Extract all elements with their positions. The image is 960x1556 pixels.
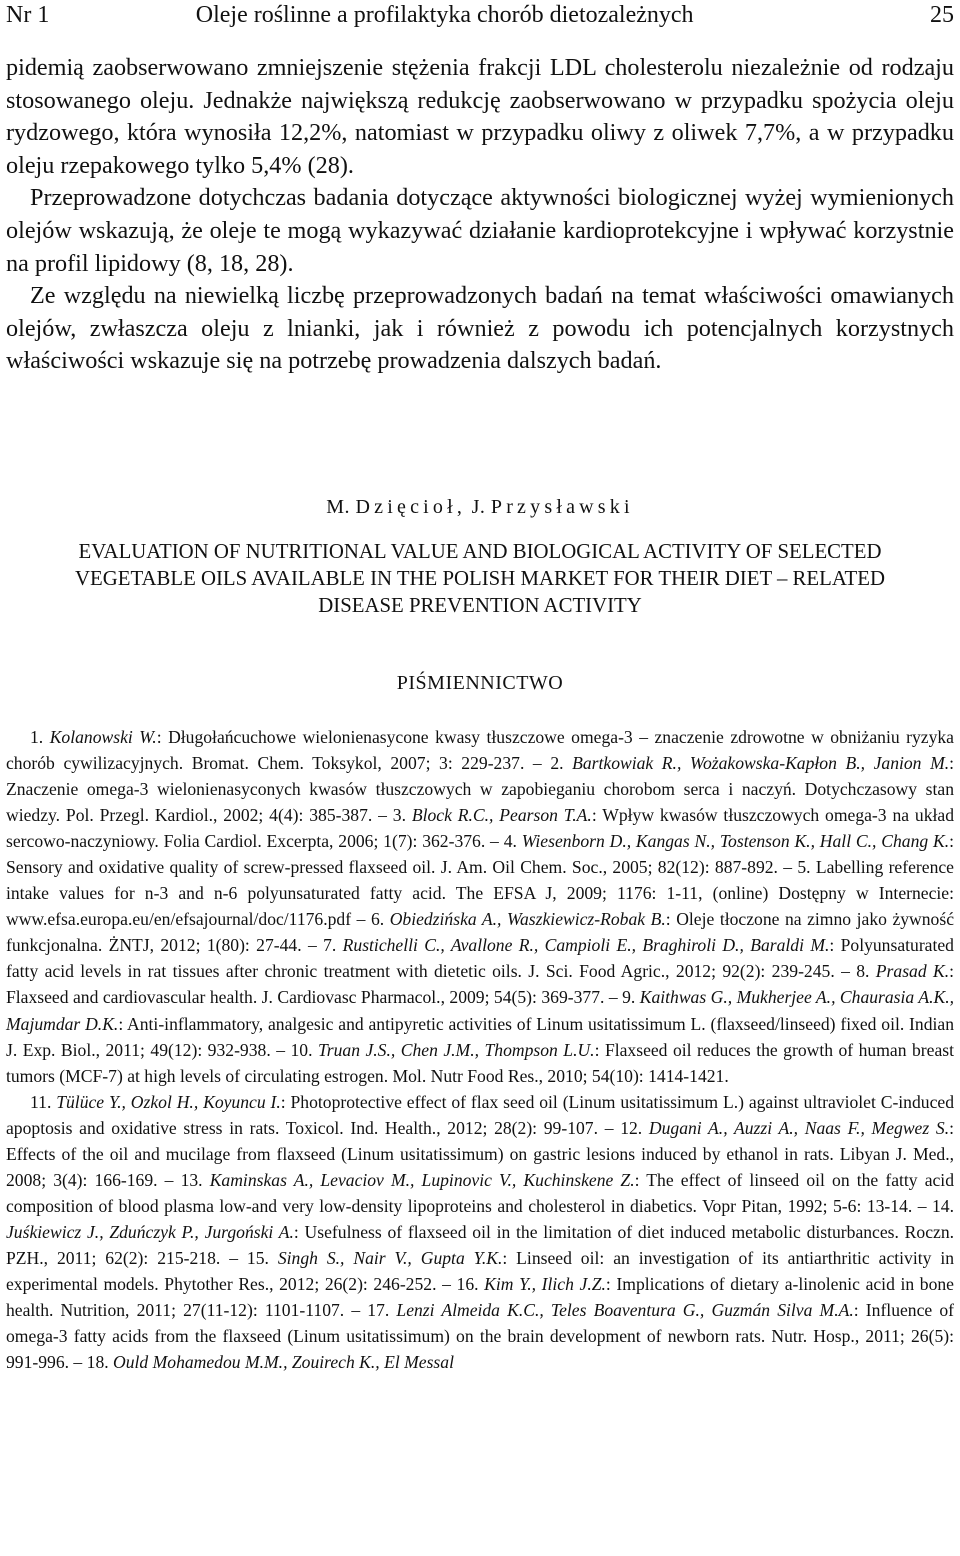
reference-text: : Anti-inflammatory, analgesic and antipyretic activities of Linum usitatissimum L. (flaxseed/linseed) fixed oil. Indian J. Exp. Biol., 2011; 49(12): 932-938. – — [6, 1013, 955, 1060]
english-title: EVALUATION OF NUTRITIONAL VALUE AND BIOLOGICAL ACTIVITY OF SELECTED VEGETABLE OILS AVAILABLE IN THE POLISH MARKET FOR THEIR DIET – RELATED DISEASE PREVENTION ACTIVITY — [75, 540, 885, 617]
reference-number: 11. — [30, 1091, 57, 1112]
reference-text: : Photoprotective effect of flax seed oil (Linum usitatissimum L.) against ultraviolet C-induced apoptosis and oxidative stress in rats. Toxicol. Ind. Health., 2012; 28(2): 99-107. – — [6, 1091, 954, 1138]
reference-number: 14. — [932, 1195, 954, 1216]
running-title: Oleje roślinne a profilaktyka chorób dietozależnych — [195, 2, 694, 28]
reference-number: 2. — [550, 753, 573, 774]
reference-authors: Block R.C., Pearson T.A. — [411, 805, 592, 826]
paragraph: Ze względu na niewielką liczbę przeprowadzonych badań na temat właściwości omawianych olejów, zwłaszcza oleju z lnianki, jak i również z powodu ich potencjalnych korzystnych właściwości wskazuje się na potrzebę prowadzenia dalszych badań. — [6, 282, 954, 375]
reference-authors: Bartkowiak R., Wożakowska-Kapłon B., Janion M. — [572, 753, 950, 774]
reference-authors: Juśkiewicz J., Zduńczyk P., Jurgoński A. — [6, 1221, 294, 1242]
reference-text: : Linseed oil: an investigation of its antiarthritic activity in experimental models. Phytother Res., 2012; 26(2): 246-252. – — [6, 1247, 955, 1294]
reference-number: 4. — [503, 831, 522, 852]
paragraph: Przeprowadzone dotychczas badania dotyczące aktywności biologicznej wyżej wymienionych olejów wskazują, że oleje te mogą wykazywać działanie kardioprotekcyjne i wpływać korzystnie na profil lipidowy (8, 18, 28). — [6, 184, 954, 277]
reference-authors: Prasad K. — [875, 961, 950, 982]
reference-text: : Implications of dietary a-linolenic acid in bone health. Nutrition, 2011; 27(11-12): 1101-1107. – — [6, 1273, 954, 1321]
reference-text: : Usefulness of flaxseed oil in the limitation of diet induced metabolic disturbances. Roczn. PZH., 2011; 62(2): 215-218. – — [6, 1221, 955, 1268]
reference-number: 5. — [797, 857, 816, 878]
reference-authors: Tülüce Y., Ozkol H., Koyuncu I. — [56, 1091, 281, 1112]
reference-text: : Znaczenie omega-3 wielonienasyconych kwasów tłuszczowych w zapobieganiu chorobom serca i naczyń. Dotychczasowy stan wiedzy. Pol. Przegl. Kardiol., 2002; 4(4): 385-387. – — [6, 753, 955, 826]
author-initial: M. — [326, 496, 351, 518]
reference-number: 18. — [86, 1352, 114, 1373]
references-heading: PIŚMIENNICTWO — [396, 672, 564, 694]
reference-text: : Wpływ kwasów tłuszczowych omega-3 na układ sercowo-naczyniowy. Folia Cardiol. Excerpta, 2006; 1(7): 362-376. – — [6, 805, 954, 852]
reference-authors: Ould Mohamedou M.M., Zouirech K., El Messal — [113, 1352, 454, 1373]
reference-number: 7. — [323, 935, 343, 956]
reference-number: 6. — [370, 909, 390, 930]
reference-number: 13. — [180, 1169, 210, 1190]
reference-text: : Effects of the oil and mucilage from flaxseed (Linum usitatissimum) on gastric lesions induced by ethanol in rats. Libyan J. Med., 2008; 3(4): 166-169. – — [6, 1117, 954, 1190]
reference-authors: Kaithwas G., Mukherjee A., Chaurasia A.K., Majumdar D.K. — [6, 987, 955, 1034]
reference-text: : Sensory and oxidative quality of screw-pressed flaxseed oil. J. Am. Oil Chem. Soc., 2005; 82(12): 887-892. – — [6, 831, 955, 878]
reference-number: 12. — [620, 1117, 649, 1138]
page-number: 25 — [930, 2, 954, 28]
paragraph-continued: pidemią zaobserwowano zmniejszenie stężenia frakcji LDL cholesterolu niezależnie od rodzaju stosowanego oleju. Jednakże największą redukcję zaobserwowano w przypadku spożycia oleju rydzowego, która wynosiła 12,2%, natomiast w przypadku oliwy z oliwek 7,7%, a w przypadku oleju rzepakowego tylko 5,4% (28). — [6, 54, 954, 179]
reference-text: : Długołańcuchowe wielonienasycone kwasy tłuszczowe omega-3 – znaczenie zdrowotne w obniżaniu ryzyka chorób cywilizacyjnych. Bromat. Chem. Toksykol, 2007; 3: 229-237. – — [6, 727, 954, 774]
reference-authors: Kaminskas A., Levaciov M., Lupinovic V., Kuchinskene Z. — [209, 1169, 635, 1190]
reference-text: : Oleje tłoczone na zimno jako żywność funkcjonalna. ŻNTJ, 2012; 1(80): 27-44. – — [6, 909, 955, 956]
reference-number: 16. — [456, 1273, 485, 1294]
reference-paragraph — [6, 724, 954, 1089]
reference-authors: Lenzi Almeida K.C., Teles Boaventura G., Guzmán Silva M.A. — [396, 1300, 854, 1321]
author-surname: Przysławski — [490, 496, 634, 518]
running-header — [6, 2, 954, 32]
reference-list — [6, 724, 954, 1375]
reference-text: : Flaxseed oil reduces the growth of human breast tumors (MCF-7) at high levels of circulating estrogen. Mol. Nutr Food Res., 2010; 54(10): 1414-1421. — [6, 1039, 954, 1086]
reference-number: 10. — [290, 1039, 318, 1060]
reference-authors: Kim Y., Ilich J.Z. — [484, 1273, 606, 1294]
reference-authors: Kolanowski W. — [49, 727, 157, 747]
reference-number: 17. — [367, 1300, 397, 1321]
author-initial: J. — [471, 496, 486, 518]
reference-number: 9. — [622, 987, 640, 1008]
reference-authors: Singh S., Nair V., Gupta Y.K. — [277, 1247, 503, 1268]
reference-authors: Wiesenborn D., Kangas N., Tostenson K., Hall C., Chang K. — [521, 831, 950, 852]
reference-authors: Obiedzińska A., Waszkiewicz-Robak B. — [389, 909, 666, 930]
reference-number: 3. — [392, 805, 412, 826]
reference-text: : Influence of omega-3 fatty acids from the flaxseed (Linum usitatissimum) on the brain development of newborn rats. Nutr. Hosp., 2011; 26(5): 991-996. – — [6, 1300, 955, 1373]
reference-authors: Rustichelli C., Avallone R., Campioli E., Braghiroli D., Baraldi M. — [342, 935, 830, 956]
reference-number: 8. — [856, 961, 876, 982]
reference-paragraph — [6, 1089, 954, 1376]
article-body — [6, 52, 954, 378]
reference-text: : The effect of linseed oil on the fatty acid composition of blood plasma low-and very low-density lipoproteins and cholesterol in diabetics. Vopr Pitan, 1992; 5-6: 13-14. – — [6, 1169, 954, 1216]
issue-number: Nr 1 — [6, 2, 50, 28]
author-line — [0, 496, 960, 519]
reference-number: 15. — [246, 1247, 278, 1268]
reference-text: Labelling reference intake values for n-3 and n-6 polyunsaturated fatty acid. The EFSA J, 2009; 1176: 1-11, (online) Dostępny w Internecie: www.efsa.europa.eu/en/efsajournal/doc/1176.pdf – — [6, 857, 954, 930]
reference-text: : Flaxseed and cardiovascular health. J. Cardiovasc Pharmacol., 2009; 54(5): 369-377. – — [6, 961, 955, 1008]
reference-text: : Polyunsaturated fatty acid levels in rat tissues after chronic treatment with dietetic oils. J. Sci. Food Agric., 2012; 92(2): 239-245. – — [6, 935, 954, 982]
reference-number: 1. — [30, 727, 50, 747]
reference-authors: Truan J.S., Chen J.M., Thompson L.U. — [317, 1039, 595, 1060]
author-surname: Dzięcioł, — [355, 496, 467, 518]
reference-authors: Dugani A., Auzzi A., Naas F., Megwez S. — [648, 1117, 950, 1138]
